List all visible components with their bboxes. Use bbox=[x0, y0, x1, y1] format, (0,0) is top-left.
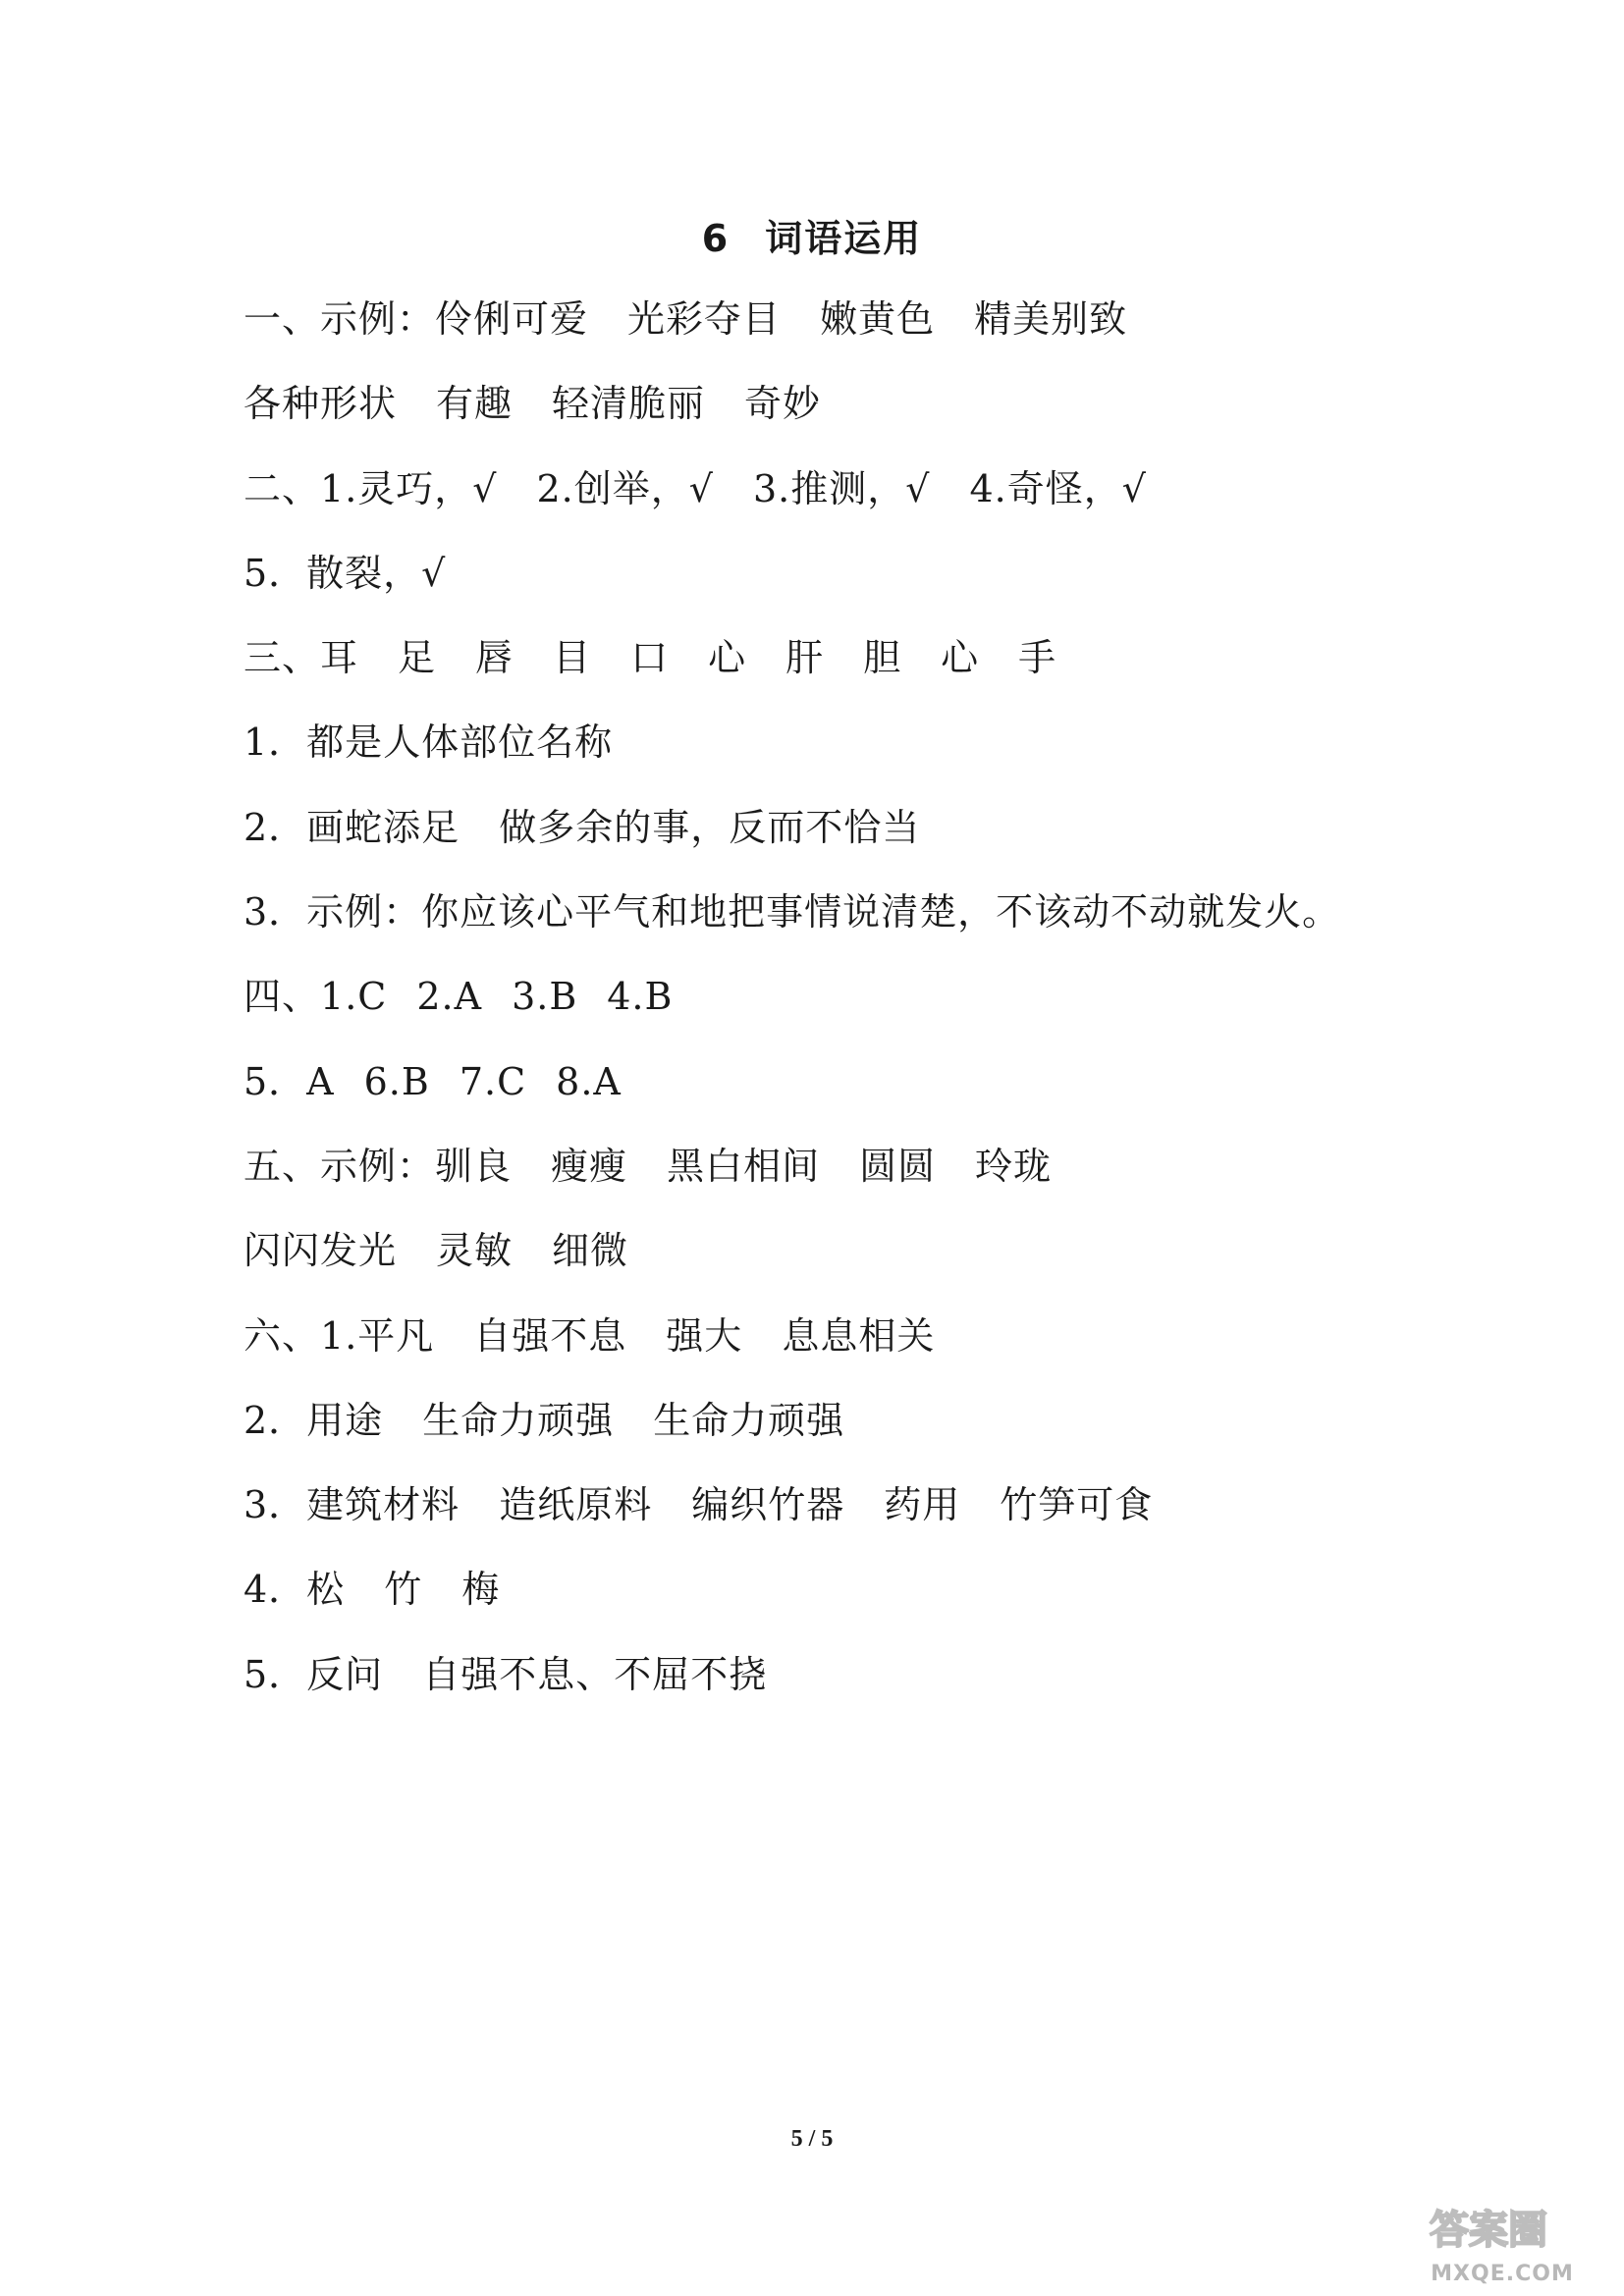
answer-item: 造纸原料 bbox=[499, 1483, 653, 1527]
answer-char: 耳 bbox=[320, 636, 359, 680]
section-6-q2 bbox=[244, 1396, 1520, 1480]
answer-item: 5．A bbox=[244, 1059, 335, 1103]
answer-item: 圆圆 bbox=[859, 1144, 937, 1188]
answer-item: 7.C bbox=[459, 1059, 527, 1103]
section-3-q1 bbox=[244, 718, 1520, 802]
section-4-line-1 bbox=[244, 972, 1520, 1056]
answer-item: 强大 bbox=[666, 1313, 743, 1358]
answer-text: 做多余的事，反而不恰当 bbox=[499, 805, 921, 849]
answer-item: 各种形状 bbox=[244, 382, 398, 426]
answer-item: 息息相关 bbox=[782, 1313, 936, 1358]
section-2-prefix: 二、 bbox=[244, 466, 321, 510]
answer-item: 光彩夺目 bbox=[627, 297, 782, 341]
answer-item: 6.B bbox=[363, 1059, 430, 1103]
answer-text: 2．画蛇添足 bbox=[244, 805, 460, 849]
answer-item: 2.创举，√ bbox=[536, 466, 714, 510]
answer-item: 3．建筑材料 bbox=[244, 1483, 460, 1527]
section-5-line-2 bbox=[244, 1226, 1520, 1310]
section-3-q2 bbox=[244, 803, 1520, 887]
answer-item: 8.A bbox=[556, 1059, 622, 1103]
section-4-prefix: 四、 bbox=[244, 975, 321, 1019]
title-text: 词语运用 bbox=[765, 217, 923, 260]
answer-item: 竹笋可食 bbox=[1000, 1483, 1154, 1527]
answer-char: 肝 bbox=[785, 636, 825, 680]
section-4-line-2 bbox=[244, 1057, 1520, 1142]
answer-item: 4.B bbox=[607, 975, 674, 1019]
answer-item: 奇妙 bbox=[744, 382, 822, 426]
answer-char: 目 bbox=[553, 636, 592, 680]
title-number: 6 bbox=[701, 217, 731, 260]
answer-item: 药用 bbox=[884, 1483, 961, 1527]
answer-item: 生命力顽强 bbox=[422, 1398, 615, 1442]
answer-text: 3．示例：你应该心平气和地把事情说清楚，不该动不动就发火。 bbox=[244, 890, 1341, 934]
answer-item: 2.A bbox=[416, 975, 483, 1019]
section-6-q1 bbox=[244, 1311, 1520, 1396]
answer-item: 嫩黄色 bbox=[820, 297, 936, 341]
section-1-prefix: 一、 bbox=[244, 297, 321, 341]
section-1-line-2 bbox=[244, 379, 1520, 463]
answer-char: 心 bbox=[941, 636, 980, 680]
answer-text: 1．都是人体部位名称 bbox=[244, 721, 614, 765]
answer-item: 生命力顽强 bbox=[653, 1398, 845, 1442]
section-1-line-1 bbox=[244, 294, 1520, 379]
answer-item: 1.平凡 bbox=[320, 1313, 435, 1358]
page-number: 5 / 5 bbox=[790, 2126, 834, 2152]
answer-char: 胆 bbox=[863, 636, 902, 680]
answer-item: 黑白相间 bbox=[667, 1144, 821, 1188]
section-2-line-1 bbox=[244, 464, 1520, 549]
answer-item: 玲珑 bbox=[975, 1144, 1053, 1188]
answer-item: 4．松 bbox=[244, 1568, 346, 1612]
answer-item: 伶俐可爱 bbox=[435, 297, 589, 341]
answer-char: 足 bbox=[398, 636, 437, 680]
answer-item: 4.奇怪，√ bbox=[969, 466, 1147, 510]
watermark-logo-text: 答案圈 bbox=[1430, 2208, 1547, 2253]
answer-item: 1.灵巧，√ bbox=[320, 466, 498, 510]
watermark-text: MXQE.COM bbox=[1431, 2262, 1574, 2286]
section-6-q4 bbox=[244, 1565, 1520, 1649]
answer-item: 竹 bbox=[384, 1568, 423, 1612]
answer-item: 编织竹器 bbox=[691, 1483, 845, 1527]
section-6-q3 bbox=[244, 1480, 1520, 1565]
answer-item: 5．反问 bbox=[244, 1652, 384, 1696]
answer-item: 闪闪发光 bbox=[244, 1229, 398, 1273]
answer-list bbox=[244, 294, 1520, 1735]
answer-char: 唇 bbox=[475, 636, 514, 680]
answer-item: 2．用途 bbox=[244, 1398, 384, 1442]
answer-item: 灵敏 bbox=[436, 1229, 514, 1273]
section-5-prefix: 五、 bbox=[244, 1144, 321, 1188]
section-2-line-2 bbox=[244, 549, 1520, 633]
watermark bbox=[1394, 2198, 1610, 2286]
section-5-line-1 bbox=[244, 1142, 1520, 1226]
answer-item: 驯良 bbox=[435, 1144, 513, 1188]
section-6-prefix: 六、 bbox=[244, 1313, 321, 1358]
page-title bbox=[0, 208, 1624, 262]
answer-item: 细微 bbox=[552, 1229, 629, 1273]
answer-item: 3.B bbox=[512, 975, 578, 1019]
section-3-line-1 bbox=[244, 633, 1520, 718]
answer-item: 自强不息 bbox=[473, 1313, 627, 1358]
answer-item: 瘦瘦 bbox=[551, 1144, 628, 1188]
answer-char: 手 bbox=[1018, 636, 1057, 680]
section-3-prefix: 三、 bbox=[244, 636, 321, 680]
answer-item: 自强不息、不屈不挠 bbox=[422, 1652, 768, 1696]
section-6-q5 bbox=[244, 1650, 1520, 1735]
answer-char: 心 bbox=[708, 636, 747, 680]
section-5-label: 示例： bbox=[320, 1144, 436, 1188]
answer-item: 精美别致 bbox=[974, 297, 1128, 341]
answer-item: 轻清脆丽 bbox=[552, 382, 706, 426]
section-3-q3 bbox=[244, 887, 1520, 972]
answer-item: 5．散裂，√ bbox=[244, 551, 447, 595]
answer-item: 梅 bbox=[461, 1568, 501, 1612]
answer-item: 1.C bbox=[320, 975, 388, 1019]
section-1-label: 示例： bbox=[320, 297, 436, 341]
answer-char: 口 bbox=[630, 636, 670, 680]
answer-item: 有趣 bbox=[436, 382, 514, 426]
answer-item: 3.推测，√ bbox=[752, 466, 931, 510]
watermark-logo bbox=[1424, 2198, 1581, 2257]
